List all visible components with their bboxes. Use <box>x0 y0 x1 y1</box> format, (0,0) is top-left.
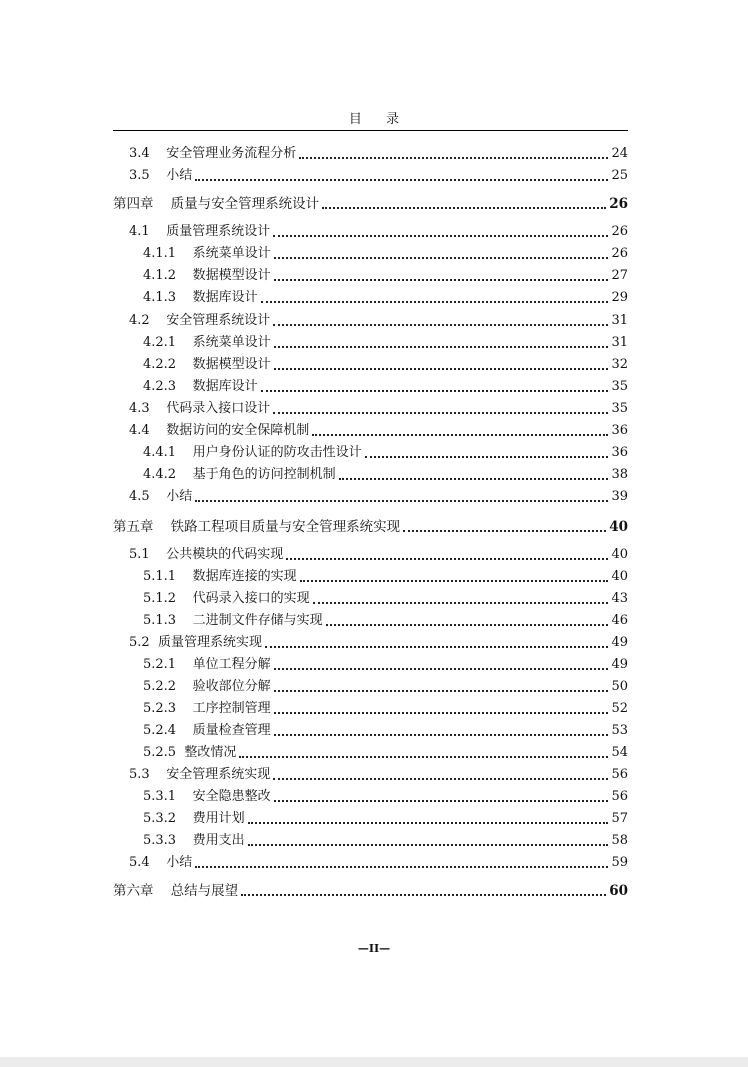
toc-label: 5.1 公共模块的代码实现 <box>129 547 284 562</box>
toc-subsection <box>113 739 628 761</box>
toc-label: 5.1.3 二进制文件存储与实现 <box>143 613 323 628</box>
toc-section <box>113 417 628 439</box>
dot-leader <box>326 624 609 626</box>
dot-leader <box>322 207 606 209</box>
toc-page-number: 43 <box>611 591 628 606</box>
toc-page-number: 56 <box>611 767 628 782</box>
dot-leader <box>195 179 608 181</box>
dot-leader <box>239 756 608 758</box>
toc-label: 4.4.2 基于角色的访问控制机制 <box>143 467 336 482</box>
dot-leader <box>274 712 609 714</box>
toc-page-number: 49 <box>611 635 628 650</box>
dot-leader <box>274 346 609 348</box>
dot-leader <box>274 800 609 802</box>
toc-page-number: 40 <box>611 569 628 584</box>
toc-subsection <box>113 240 628 262</box>
toc-subsection <box>113 351 628 373</box>
toc-page-number: 56 <box>611 789 628 804</box>
toc-section <box>113 395 628 417</box>
dot-leader <box>261 301 609 303</box>
dot-leader <box>312 434 608 436</box>
toc-label: 5.3.3 费用支出 <box>143 833 245 848</box>
dot-leader <box>273 324 608 326</box>
dot-leader <box>265 646 609 648</box>
toc-label: 5.1.2 代码录入接口的实现 <box>143 591 310 606</box>
toc-subsection <box>113 262 628 284</box>
toc-label: 第六章 总结与展望 <box>113 883 239 899</box>
toc-subsection <box>113 329 628 351</box>
toc-page-number: 26 <box>611 246 628 261</box>
dot-leader <box>241 894 606 896</box>
toc-page-number: 40 <box>609 519 628 535</box>
toc-label: 3.5 小结 <box>129 168 193 183</box>
toc-page-number: 27 <box>611 268 628 283</box>
dot-leader <box>273 412 608 414</box>
page-number: —II— <box>357 942 391 955</box>
dot-leader <box>286 558 608 560</box>
toc-page-number: 25 <box>611 168 628 183</box>
toc-page-number: 46 <box>611 613 628 628</box>
dot-leader <box>365 456 609 458</box>
toc-page-number: 60 <box>609 883 628 899</box>
toc-label: 4.3 代码录入接口设计 <box>129 401 271 416</box>
dot-leader <box>195 500 608 502</box>
toc-section <box>113 218 628 240</box>
toc-label: 5.2.1 单位工程分解 <box>143 657 271 672</box>
toc-subsection <box>113 284 628 306</box>
toc-label: 5.1.1 数据库连接的实现 <box>143 569 297 584</box>
toc-label: 4.2.3 数据库设计 <box>143 379 258 394</box>
dot-leader <box>274 668 609 670</box>
toc-page-number: 40 <box>611 547 628 562</box>
toc-section <box>113 162 628 184</box>
toc-label: 5.3.1 安全隐患整改 <box>143 789 271 804</box>
toc-subsection <box>113 461 628 483</box>
toc-page-number: 32 <box>611 357 628 372</box>
dot-leader <box>248 822 609 824</box>
toc-label: 5.3.2 费用计划 <box>143 811 245 826</box>
toc-label: 第四章 质量与安全管理系统设计 <box>113 196 320 212</box>
toc-label: 5.2.3 工序控制管理 <box>143 701 271 716</box>
toc-page-number: 36 <box>611 445 628 460</box>
toc-page-number: 29 <box>611 290 628 305</box>
toc-page-number: 35 <box>611 379 628 394</box>
toc-section <box>113 849 628 871</box>
toc-label: 3.4 安全管理业务流程分析 <box>129 146 297 161</box>
dot-leader <box>339 478 609 480</box>
toc-page-number: 53 <box>611 723 628 738</box>
toc-page-number: 58 <box>611 833 628 848</box>
dot-leader <box>300 580 609 582</box>
toc-subsection <box>113 439 628 461</box>
toc-label: 4.1.3 数据库设计 <box>143 290 258 305</box>
toc-subsection <box>113 827 628 849</box>
toc-label: 5.4 小结 <box>129 855 193 870</box>
toc-page-number: 24 <box>611 146 628 161</box>
toc-label: 4.1 质量管理系统设计 <box>129 224 271 239</box>
toc-chapter <box>113 190 628 212</box>
dot-leader <box>299 157 608 159</box>
toc-page-number: 52 <box>611 701 628 716</box>
toc-page-number: 49 <box>611 657 628 672</box>
dot-leader <box>274 368 609 370</box>
toc-section <box>113 307 628 329</box>
dot-leader <box>274 257 609 259</box>
dot-leader <box>273 235 608 237</box>
toc-label: 4.2.2 数据模型设计 <box>143 357 271 372</box>
toc-page-number: 50 <box>611 679 628 694</box>
toc-page-number: 59 <box>611 855 628 870</box>
dot-leader <box>274 734 609 736</box>
toc-label: 4.2.1 系统菜单设计 <box>143 335 271 350</box>
toc-subsection <box>113 563 628 585</box>
toc-section <box>113 541 628 563</box>
dot-leader <box>403 530 606 532</box>
dot-leader <box>274 690 609 692</box>
toc-subsection <box>113 651 628 673</box>
toc-label: 5.3 安全管理系统实现 <box>129 767 271 782</box>
toc-subsection <box>113 783 628 805</box>
toc-page-number: 38 <box>611 467 628 482</box>
toc-label: 4.4 数据访问的安全保障机制 <box>129 423 310 438</box>
toc-page-number: 26 <box>609 196 628 212</box>
header-rule <box>113 130 628 131</box>
dot-leader <box>261 390 609 392</box>
dot-leader <box>273 778 608 780</box>
toc-section <box>113 629 628 651</box>
toc-subsection <box>113 373 628 395</box>
toc-subsection <box>113 607 628 629</box>
toc-page-number: 31 <box>611 313 628 328</box>
toc-chapter <box>113 513 628 535</box>
toc-subsection <box>113 673 628 695</box>
toc-subsection <box>113 717 628 739</box>
toc-label: 4.2 安全管理系统设计 <box>129 313 271 328</box>
toc-subsection <box>113 805 628 827</box>
toc-section <box>113 761 628 783</box>
toc-section <box>113 483 628 505</box>
toc-label: 5.2.2 验收部位分解 <box>143 679 271 694</box>
toc-label: 5.2.4 质量检查管理 <box>143 723 271 738</box>
dot-leader <box>195 866 608 868</box>
toc-page-number: 26 <box>611 224 628 239</box>
toc-chapter <box>113 877 628 899</box>
toc-subsection <box>113 695 628 717</box>
toc-subsection <box>113 585 628 607</box>
page-header-title: 目 录 <box>348 112 410 127</box>
toc-label: 第五章 铁路工程项目质量与安全管理系统实现 <box>113 519 401 535</box>
dot-leader <box>248 844 609 846</box>
toc-page-number: 35 <box>611 401 628 416</box>
toc-label: 5.2 质量管理系统实现 <box>129 635 262 650</box>
toc-page-number: 36 <box>611 423 628 438</box>
toc-page-number: 31 <box>611 335 628 350</box>
toc-label: 4.1.1 系统菜单设计 <box>143 246 271 261</box>
toc-page-number: 39 <box>611 489 628 504</box>
toc-page-number: 57 <box>611 811 628 826</box>
toc-label: 4.4.1 用户身份认证的防攻击性设计 <box>143 445 362 460</box>
toc-label: 4.5 小结 <box>129 489 193 504</box>
toc-label: 4.1.2 数据模型设计 <box>143 268 271 283</box>
dot-leader <box>313 602 609 604</box>
toc-section <box>113 140 628 162</box>
dot-leader <box>274 279 609 281</box>
toc-page-number: 54 <box>611 745 628 760</box>
toc-label: 5.2.5 整改情况 <box>143 745 237 760</box>
